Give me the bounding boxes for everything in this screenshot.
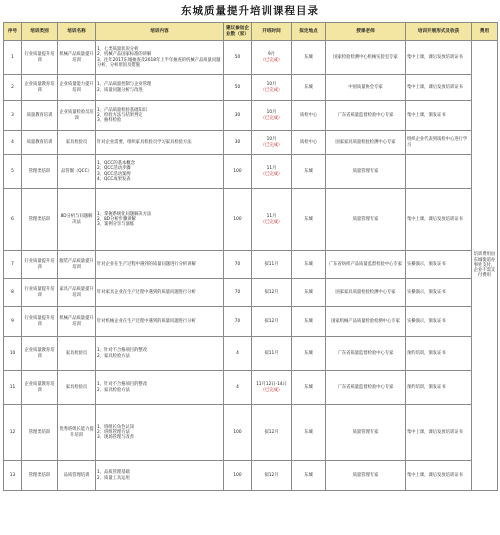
row-course-name xyxy=(58,41,96,75)
row-count-text: 50 xyxy=(234,54,241,60)
table-row xyxy=(4,307,498,337)
row-form xyxy=(406,337,472,371)
row-time xyxy=(252,75,292,101)
row-course-name xyxy=(58,251,96,279)
row-time-text: 11月 xyxy=(266,166,277,172)
row-time-text: 拟12月 xyxy=(264,318,279,324)
row-number xyxy=(4,251,22,279)
row-form-text: 集中上课，课后发放培训证书 xyxy=(407,472,463,478)
row-content-text: 1、产品质量控制与企业管理 2、质量问题分析与改进 xyxy=(97,82,152,93)
row-time-text: 拟12月 xyxy=(264,429,279,435)
row-time xyxy=(252,41,292,75)
row-category-text: 行业质量提升培训 xyxy=(24,52,55,63)
row-count xyxy=(224,189,252,251)
row-category xyxy=(22,279,58,307)
row-course-name-text: 家具产品质量提升培训 xyxy=(59,287,94,298)
row-time xyxy=(252,131,292,155)
row-place xyxy=(292,461,326,491)
row-course-name xyxy=(58,307,96,337)
row-place-text: 东城 xyxy=(304,54,313,60)
header-name: 培训名称 xyxy=(58,23,96,41)
row-category xyxy=(22,131,58,155)
row-count xyxy=(224,337,252,371)
row-count-text: 100 xyxy=(233,429,242,435)
row-content-text: 1、QCC的基本概念 2、QCC活动步骤 3、QCC活动案例 4、QCC成果发表 xyxy=(97,160,135,182)
row-place-text: 质检中心 xyxy=(299,112,318,118)
row-status: （已完成） xyxy=(260,171,283,177)
row-teacher xyxy=(326,251,406,279)
row-form-text: 实操演示，颁发证书 xyxy=(407,289,446,295)
row-course-name-text: 服装产品质量提升培训 xyxy=(59,259,94,270)
row-teacher xyxy=(326,189,406,251)
row-count-text: 4 xyxy=(236,350,239,356)
row-count-text: 30 xyxy=(234,139,241,145)
row-content xyxy=(96,461,224,491)
row-category-text: 质量教育培训 xyxy=(26,139,53,145)
header-form: 培训开展形式及收获 xyxy=(406,23,472,41)
header-no: 序号 xyxy=(4,23,22,41)
row-category-text: 管理类培训 xyxy=(28,472,51,478)
row-teacher-text: 广东省质量监督检验中心专家 xyxy=(337,384,394,390)
row-teacher-text: 质量管理专家 xyxy=(352,429,379,435)
row-status: （已完成） xyxy=(260,87,283,93)
row-number xyxy=(4,189,22,251)
row-number-text: 1 xyxy=(11,54,14,60)
row-teacher xyxy=(326,101,406,131)
row-place xyxy=(292,131,326,155)
row-form-text: 集中上课，课后发放培训证书 xyxy=(407,54,463,60)
row-form-text: 组织企业代表到质检中心进行学习 xyxy=(407,137,468,148)
row-number xyxy=(4,461,22,491)
row-time xyxy=(252,405,292,461)
row-content-text: 1、班组长角色认知 2、班组管理方法 3、现场管理与改善 xyxy=(97,424,135,441)
row-content-text: 针对企业在生产过程中遇到的质量问题进行分析讲解 xyxy=(97,261,196,267)
row-time-text: 11月12日-14日 xyxy=(256,382,287,388)
table-row xyxy=(4,337,498,371)
row-place xyxy=(292,307,326,337)
row-category xyxy=(22,155,58,189)
row-course-name-text: 品管圈（QCC） xyxy=(61,168,92,174)
row-category-text: 企业质量教育培训 xyxy=(24,382,55,393)
row-count xyxy=(224,155,252,189)
row-content xyxy=(96,155,224,189)
row-place xyxy=(292,371,326,405)
row-course-name xyxy=(58,371,96,405)
table-row xyxy=(4,371,498,405)
fee-note: 培训费用由东城街道办事处支付，企业不需支付费用 xyxy=(472,41,498,491)
row-time xyxy=(252,251,292,279)
row-number xyxy=(4,405,22,461)
row-teacher xyxy=(326,371,406,405)
row-content-text: 针对家具企业在生产过程中遇到的质量问题进行分析 xyxy=(97,289,196,295)
row-number xyxy=(4,155,22,189)
row-count xyxy=(224,41,252,75)
row-content-text: 1、七类质量状况分析 2、机械产品国家标准的讲解 3、往年2017东城抽查及2018年上半年抽查的机械产品质量问题分析，分析原因及措施 xyxy=(97,46,221,68)
row-course-name-text: 机械产品质量提升培训 xyxy=(59,52,94,63)
row-teacher-text: 国家检验检测中心机械实验室专家 xyxy=(333,54,398,60)
row-place xyxy=(292,101,326,131)
row-category xyxy=(22,337,58,371)
row-number-text: 9 xyxy=(11,318,14,324)
row-place-text: 东城 xyxy=(304,429,313,435)
row-course-name xyxy=(58,101,96,131)
row-content xyxy=(96,405,224,461)
row-time xyxy=(252,101,292,131)
row-place-text: 东城 xyxy=(304,472,313,478)
row-place xyxy=(292,405,326,461)
row-form xyxy=(406,155,472,189)
table-row xyxy=(4,75,498,101)
row-form xyxy=(406,189,472,251)
row-number xyxy=(4,279,22,307)
row-content xyxy=(96,307,224,337)
row-category-text: 企业质量教育培训 xyxy=(24,348,55,359)
row-place-text: 东城 xyxy=(304,318,313,324)
row-course-name xyxy=(58,279,96,307)
row-time-text: 10月 xyxy=(266,82,277,88)
row-count-text: 70 xyxy=(234,289,241,295)
row-place xyxy=(292,189,326,251)
row-content xyxy=(96,279,224,307)
row-teacher xyxy=(326,155,406,189)
row-place-text: 东城 xyxy=(304,289,313,295)
row-course-name xyxy=(58,461,96,491)
row-form-text: 实操演示，颁发证书 xyxy=(407,318,446,324)
row-time-text: 拟11月 xyxy=(264,261,279,267)
row-category xyxy=(22,41,58,75)
row-course-name-text: 家具检验员 xyxy=(65,384,88,390)
row-status: （已完成） xyxy=(260,219,283,225)
row-teacher-text: 广东省纺织产品质量监督检验中心专家 xyxy=(328,261,403,267)
row-content-text: 针对机械企业在生产过程中遇到的质量问题进行分析 xyxy=(97,318,196,324)
row-count xyxy=(224,101,252,131)
row-count-text: 70 xyxy=(234,318,241,324)
row-category-text: 管理类培训 xyxy=(28,429,51,435)
row-time xyxy=(252,307,292,337)
row-teacher xyxy=(326,461,406,491)
row-teacher xyxy=(326,41,406,75)
row-teacher-text: 中国质量协会专家 xyxy=(348,84,383,90)
row-teacher-text: 国家机械产品质量检验检测中心专家 xyxy=(331,318,400,324)
row-time xyxy=(252,189,292,251)
row-teacher-text: 广东省质量监督检验中心专家 xyxy=(337,350,394,356)
row-status: （已完成） xyxy=(260,115,283,121)
row-category-text: 管理类培训 xyxy=(28,168,51,174)
row-form xyxy=(406,405,472,461)
row-course-name xyxy=(58,189,96,251)
row-number-text: 6 xyxy=(11,216,14,222)
row-course-name-text: 机械产品质量提升培训 xyxy=(59,316,94,327)
row-number-text: 4 xyxy=(11,139,14,145)
row-time xyxy=(252,279,292,307)
header-fee: 费用 xyxy=(472,23,498,41)
row-count-text: 100 xyxy=(233,216,242,222)
row-time xyxy=(252,155,292,189)
row-course-name xyxy=(58,75,96,101)
row-teacher-text: 质量管理专家 xyxy=(352,472,379,478)
row-count-text: 100 xyxy=(233,168,242,174)
row-place-text: 质检中心 xyxy=(299,139,318,145)
row-form-text: 实操演示，颁发证书 xyxy=(407,261,446,267)
row-number xyxy=(4,307,22,337)
row-count xyxy=(224,371,252,405)
row-form xyxy=(406,461,472,491)
row-place-text: 东城 xyxy=(304,84,313,90)
row-course-name-text: 优秀班组长能力提升培训 xyxy=(59,427,94,438)
row-place-text: 东城 xyxy=(304,350,313,356)
row-count-text: 4 xyxy=(236,384,239,390)
row-course-name xyxy=(58,155,96,189)
row-course-name xyxy=(58,337,96,371)
table-row xyxy=(4,251,498,279)
row-content xyxy=(96,131,224,155)
row-category-text: 行业质量提升培训 xyxy=(24,316,55,327)
row-form xyxy=(406,75,472,101)
row-category-text: 管理类培训 xyxy=(28,216,51,222)
row-form xyxy=(406,251,472,279)
row-count xyxy=(224,307,252,337)
row-time xyxy=(252,371,292,405)
row-place xyxy=(292,251,326,279)
row-teacher xyxy=(326,337,406,371)
row-number xyxy=(4,131,22,155)
row-place xyxy=(292,41,326,75)
row-count-text: 70 xyxy=(234,261,241,267)
row-number xyxy=(4,101,22,131)
row-status: （已完成） xyxy=(260,387,283,393)
row-place xyxy=(292,75,326,101)
row-teacher xyxy=(326,131,406,155)
row-course-name xyxy=(58,131,96,155)
row-category xyxy=(22,251,58,279)
row-time-text: 拟12月 xyxy=(264,289,279,295)
row-category xyxy=(22,101,58,131)
table-row xyxy=(4,405,498,461)
row-place xyxy=(292,337,326,371)
row-status: （已完成） xyxy=(260,142,283,148)
row-time-text: 9月 xyxy=(267,52,276,58)
row-content-text: 1、产品质量检验基础知识 2、检验方法与结果判定 3、抽样检验 xyxy=(97,107,147,124)
row-count-text: 30 xyxy=(234,112,241,118)
table-row xyxy=(4,101,498,131)
row-form-text: 集中上课，课后发放培训证书 xyxy=(407,84,463,90)
row-category-text: 质量教育培训 xyxy=(26,112,53,118)
row-content xyxy=(96,251,224,279)
row-place-text: 东城 xyxy=(304,216,313,222)
row-number xyxy=(4,75,22,101)
row-time-text: 11月 xyxy=(266,214,277,220)
row-course-name-text: 企业质量能力提升培训 xyxy=(59,82,94,93)
row-count xyxy=(224,405,252,461)
header-count: 建议参加企业数（家） xyxy=(224,23,252,41)
row-count-text: 50 xyxy=(234,84,241,90)
row-number-text: 12 xyxy=(9,429,16,435)
row-content xyxy=(96,75,224,101)
table-row xyxy=(4,41,498,75)
row-time-text: 拟12月 xyxy=(264,472,279,478)
row-form xyxy=(406,371,472,405)
row-place-text: 东城 xyxy=(304,384,313,390)
row-form-text: 预约培训，颁发证书 xyxy=(407,350,446,356)
row-form xyxy=(406,307,472,337)
course-table xyxy=(3,22,498,491)
row-teacher-text: 国家家具质量检验检测中心专家 xyxy=(335,289,396,295)
row-number-text: 2 xyxy=(11,84,14,90)
row-number-text: 3 xyxy=(11,112,14,118)
header-category: 培训类别 xyxy=(22,23,58,41)
row-course-name xyxy=(58,405,96,461)
row-place xyxy=(292,155,326,189)
row-teacher xyxy=(326,405,406,461)
row-form xyxy=(406,41,472,75)
row-content xyxy=(96,41,224,75)
row-time-text: 拟11月 xyxy=(264,350,279,356)
row-number xyxy=(4,371,22,405)
row-content xyxy=(96,101,224,131)
row-place xyxy=(292,279,326,307)
row-content-text: 1、品质管理基础 2、质量工具运用 xyxy=(97,470,130,481)
page-title: 东城质量提升培训课程目录 xyxy=(181,5,319,17)
table-row xyxy=(4,131,498,155)
row-form xyxy=(406,101,472,131)
row-form-text: 预约培训，颁发证书 xyxy=(407,384,446,390)
table-body xyxy=(4,41,498,491)
row-course-name-text: 家具检验员 xyxy=(65,350,88,356)
row-category xyxy=(22,307,58,337)
row-teacher-text: 质量管理专家 xyxy=(352,216,379,222)
table-row xyxy=(4,279,498,307)
table-row xyxy=(4,189,498,251)
row-number-text: 10 xyxy=(9,350,16,356)
row-form-text: 集中上课，课后发放培训证书 xyxy=(407,216,463,222)
row-teacher-text: 广东省质量监督检验中心专家 xyxy=(337,112,394,118)
row-time-text: 10月 xyxy=(266,137,277,143)
row-form xyxy=(406,131,472,155)
row-category xyxy=(22,75,58,101)
row-count xyxy=(224,279,252,307)
row-count xyxy=(224,251,252,279)
row-content-text: 1、针对不合格项目的整改 2、家具检验方法 xyxy=(97,348,147,359)
row-course-name-text: 品质管理培训 xyxy=(63,472,90,478)
row-content-text: 1、针对不合格项目的整改 2、家具检验方法 xyxy=(97,382,147,393)
row-category xyxy=(22,371,58,405)
table-row xyxy=(4,155,498,189)
row-number-text: 7 xyxy=(11,261,14,267)
row-content xyxy=(96,371,224,405)
row-content xyxy=(96,337,224,371)
row-time xyxy=(252,461,292,491)
row-place-text: 东城 xyxy=(304,261,313,267)
row-content xyxy=(96,189,224,251)
row-number xyxy=(4,41,22,75)
header-place: 拟定地点 xyxy=(292,23,326,41)
header-time: 开班时间 xyxy=(252,23,292,41)
row-teacher xyxy=(326,279,406,307)
row-category xyxy=(22,461,58,491)
table-header-row xyxy=(4,23,498,41)
row-number-text: 8 xyxy=(11,289,14,295)
row-teacher xyxy=(326,75,406,101)
row-category xyxy=(22,189,58,251)
table-row xyxy=(4,461,498,491)
row-content-text: 1、掌握系统化问题解决方法 2、8D分析步骤讲解 3、案例分享与演练 xyxy=(97,211,152,228)
header-teacher: 授课老师 xyxy=(326,23,406,41)
row-time xyxy=(252,337,292,371)
row-category-text: 行业质量提升培训 xyxy=(24,259,55,270)
row-teacher-text: 质量管理专家 xyxy=(352,168,379,174)
row-count-text: 100 xyxy=(233,472,242,478)
row-category-text: 企业质量教育培训 xyxy=(24,82,55,93)
row-course-name-text: 企业质量检验员培训 xyxy=(59,110,94,121)
row-form-text: 集中上课，颁发证书 xyxy=(407,112,446,118)
row-content-text: 针对企业需要，组织家具检验员学习家具检验方法 xyxy=(97,139,192,145)
row-form xyxy=(406,279,472,307)
row-count xyxy=(224,75,252,101)
row-course-name-text: 家具检验员 xyxy=(65,139,88,145)
row-number-text: 13 xyxy=(9,472,16,478)
row-category-text: 行业质量提升培训 xyxy=(24,287,55,298)
row-count xyxy=(224,131,252,155)
row-place-text: 东城 xyxy=(304,168,313,174)
row-number-text: 11 xyxy=(9,384,16,390)
row-course-name-text: 8D分析与问题解决法 xyxy=(60,214,93,225)
row-status: （已完成） xyxy=(260,57,283,63)
row-teacher xyxy=(326,307,406,337)
row-number xyxy=(4,337,22,371)
row-number-text: 5 xyxy=(11,168,14,174)
header-content: 培训内容 xyxy=(96,23,224,41)
row-form-text: 集中上课，课后发放培训证书 xyxy=(407,429,463,435)
row-teacher-text: 国家家具质量检验检测中心专家 xyxy=(335,139,396,145)
row-category xyxy=(22,405,58,461)
row-time-text: 10月 xyxy=(266,110,277,116)
row-count xyxy=(224,461,252,491)
